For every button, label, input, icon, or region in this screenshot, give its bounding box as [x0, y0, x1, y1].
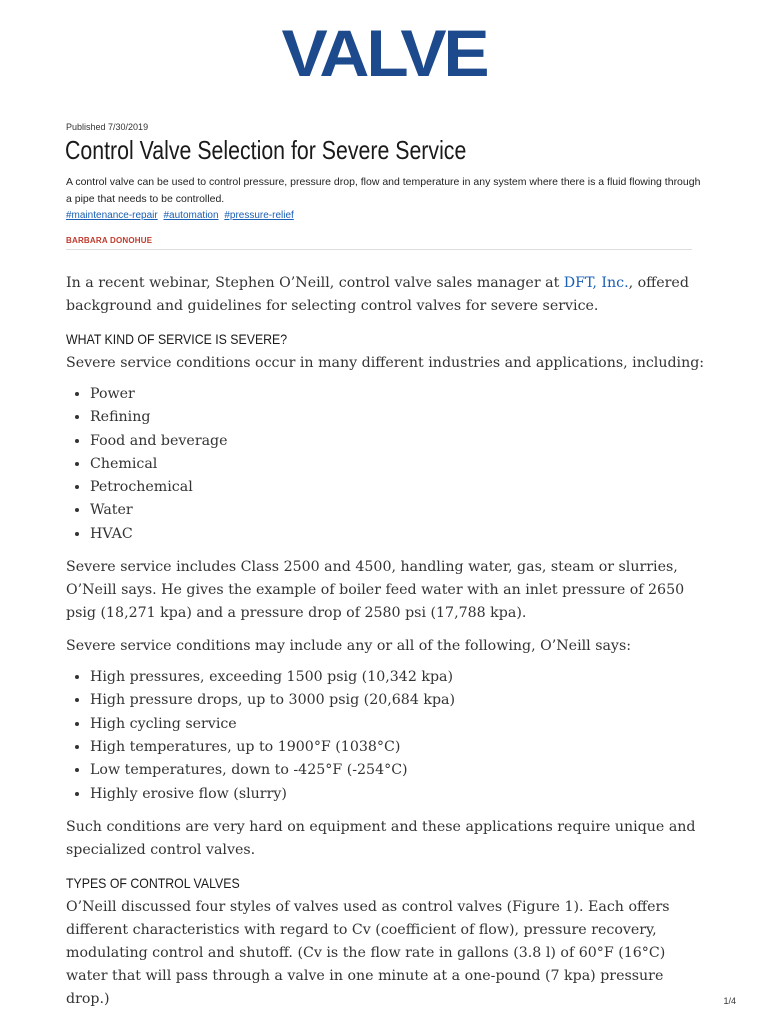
article-body — [66, 272, 706, 1021]
header-divider — [66, 249, 692, 250]
list-item: • Water — [90, 499, 706, 522]
article-summary: A control valve can be used to control pressure, pressure drop, flow and temperature in any system where there is a fluid flowing through a pipe that needs to be controlled. — [66, 176, 701, 205]
page-title: Control Valve Selection for Severe Service — [65, 135, 467, 165]
list-item: • High temperatures, up to 1900°F (1038°C) — [90, 736, 706, 759]
tag-link-pressure-relief[interactable]: #pressure-relief — [224, 210, 294, 221]
list-item: • Food and beverage — [90, 430, 706, 453]
tag-link-automation[interactable]: #automation — [163, 210, 219, 221]
tag-link-maintenance-repair[interactable]: #maintenance-repair — [66, 210, 158, 221]
conditions-list — [66, 666, 706, 806]
dft-inc-link[interactable]: DFT, Inc. — [563, 275, 629, 291]
list-item: • High cycling service — [90, 713, 706, 736]
industries-list — [66, 383, 706, 546]
list-item: • Highly erosive flow (slurry) — [90, 783, 706, 806]
list-item: • Power — [90, 383, 706, 406]
list-item: • Petrochemical — [90, 476, 706, 499]
list-item: • High pressures, exceeding 1500 psig (10,342 kpa) — [90, 666, 706, 689]
list-item: • Refining — [90, 406, 706, 429]
list-item: • High pressure drops, up to 3000 psig (20,684 kpa) — [90, 689, 706, 712]
valve-logo: VALVE — [281, 16, 487, 90]
paragraph-equipment: Such conditions are very hard on equipment and these applications require unique and specialized control valves. — [66, 818, 696, 858]
list-item: • Chemical — [90, 453, 706, 476]
paragraph-industries-intro: Severe service conditions occur in many different industries and applications, including: — [66, 355, 705, 371]
paragraph-severe-service-class: Severe service includes Class 2500 and 4500, handling water, gas, steam or slurries, O’Neill says. He gives the example of boiler feed water with an inlet pressure of 2650 psig (18,271 kpa) and a pressure drop of 2580 psi (17,788 kpa). — [66, 559, 685, 622]
paragraph-conditions-intro: Severe service conditions may include any or all of the following, O’Neill says: — [66, 638, 632, 655]
intro-paragraph: In a recent webinar, Stephen O’Neill, control valve sales manager at DFT, Inc., offered background and guidelines for selecting control valves for severe service. — [66, 275, 689, 314]
heading-types-of-valves: TYPES OF CONTROL VALVES — [66, 874, 240, 891]
list-item: • HVAC — [90, 523, 706, 546]
tag-list — [66, 209, 297, 223]
author-name[interactable]: BARBARA DONOHUE — [66, 236, 153, 245]
list-item: • Low temperatures, down to -425°F (-254°C) — [90, 759, 706, 782]
page-number: 1/4 — [723, 996, 736, 1006]
paragraph-valve-styles: O’Neill discussed four styles of valves used as control valves (Figure 1). Each offers different characteristics with regard to Cv (coefficient of flow), pressure recovery, modulating control and shutoff. (Cv is the flow rate in gallons (3.8 l) of 60°F (16°C) water that will pass through a valve in one minute at a one-pound (7 kpa) pressure drop.) — [66, 898, 670, 1007]
published-date: Published 7/30/2019 — [66, 122, 149, 132]
heading-severe-service: WHAT KIND OF SERVICE IS SEVERE? — [66, 331, 288, 347]
